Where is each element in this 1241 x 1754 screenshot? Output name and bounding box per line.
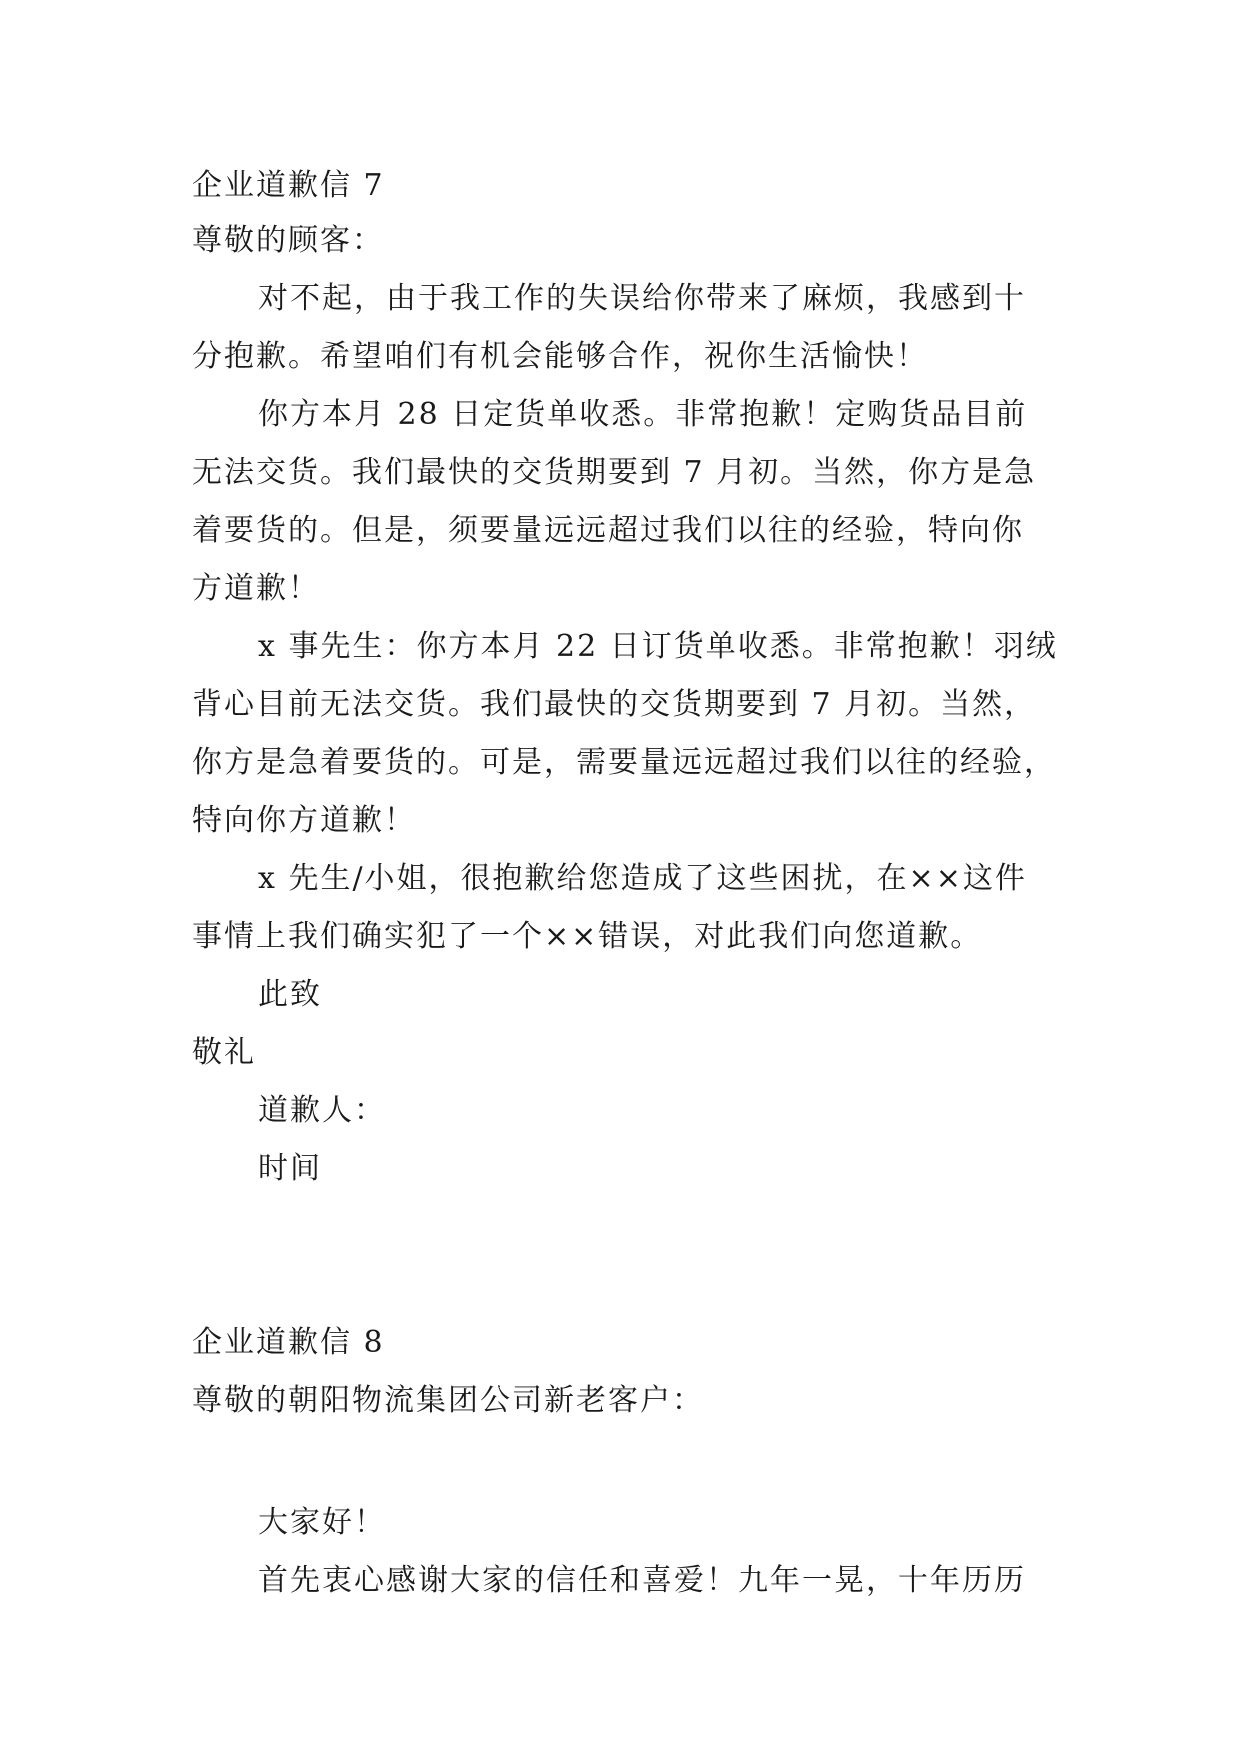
letter8-p1-line1: 首先衷心感谢大家的信任和喜爱！九年一晃，十年历历 [258, 1563, 1026, 1598]
letter7-time: 时间 [258, 1151, 322, 1186]
letter8-greeting: 大家好！ [258, 1505, 386, 1540]
letter7-p2-line2: 无法交货。我们最快的交货期要到 7 月初。当然，你方是急 [192, 455, 1037, 490]
letter7-salutation: 尊敬的顾客： [192, 223, 384, 258]
letter7-p3-line1: x 事先生：你方本月 22 日订货单收悉。非常抱歉！羽绒 [258, 629, 1058, 664]
letter8-salutation: 尊敬的朝阳物流集团公司新老客户： [192, 1383, 704, 1418]
section-spacer [192, 1198, 1072, 1314]
letter7-p3-line2: 背心目前无法交货。我们最快的交货期要到 7 月初。当然， [192, 687, 1037, 722]
letter7-p1-line1: 对不起，由于我工作的失误给你带来了麻烦，我感到十 [258, 281, 1026, 316]
letter8-title: 企业道歉信 8 [192, 1325, 385, 1360]
salutation-spacer [192, 1430, 1072, 1494]
letter7-p4-line1: x 先生/小姐，很抱歉给您造成了这些困扰，在××这件 [258, 861, 1027, 896]
letter7-p2-line3: 着要货的。但是，须要量远远超过我们以往的经验，特向你 [192, 513, 1024, 548]
letter7-p1-line2: 分抱歉。希望咱们有机会能够合作，祝你生活愉快！ [192, 339, 928, 374]
document-page [192, 160, 1072, 1610]
letter7-closing-cizhi: 此致 [258, 977, 322, 1012]
letter7-title: 企业道歉信 7 [192, 168, 385, 203]
letter7-p3-line4: 特向你方道歉！ [192, 803, 416, 838]
letter7-closing-jingli: 敬礼 [192, 1035, 256, 1070]
letter7-p2-line4: 方道歉！ [192, 571, 320, 606]
letter7-p4-line2: 事情上我们确实犯了一个××错误，对此我们向您道歉。 [192, 919, 983, 954]
letter7-p2-line1: 你方本月 28 日定货单收悉。非常抱歉！定购货品目前 [258, 397, 1028, 432]
letter7-signer: 道歉人： [258, 1093, 386, 1128]
letter7-p3-line3: 你方是急着要货的。可是，需要量远远超过我们以往的经验， [192, 745, 1056, 780]
